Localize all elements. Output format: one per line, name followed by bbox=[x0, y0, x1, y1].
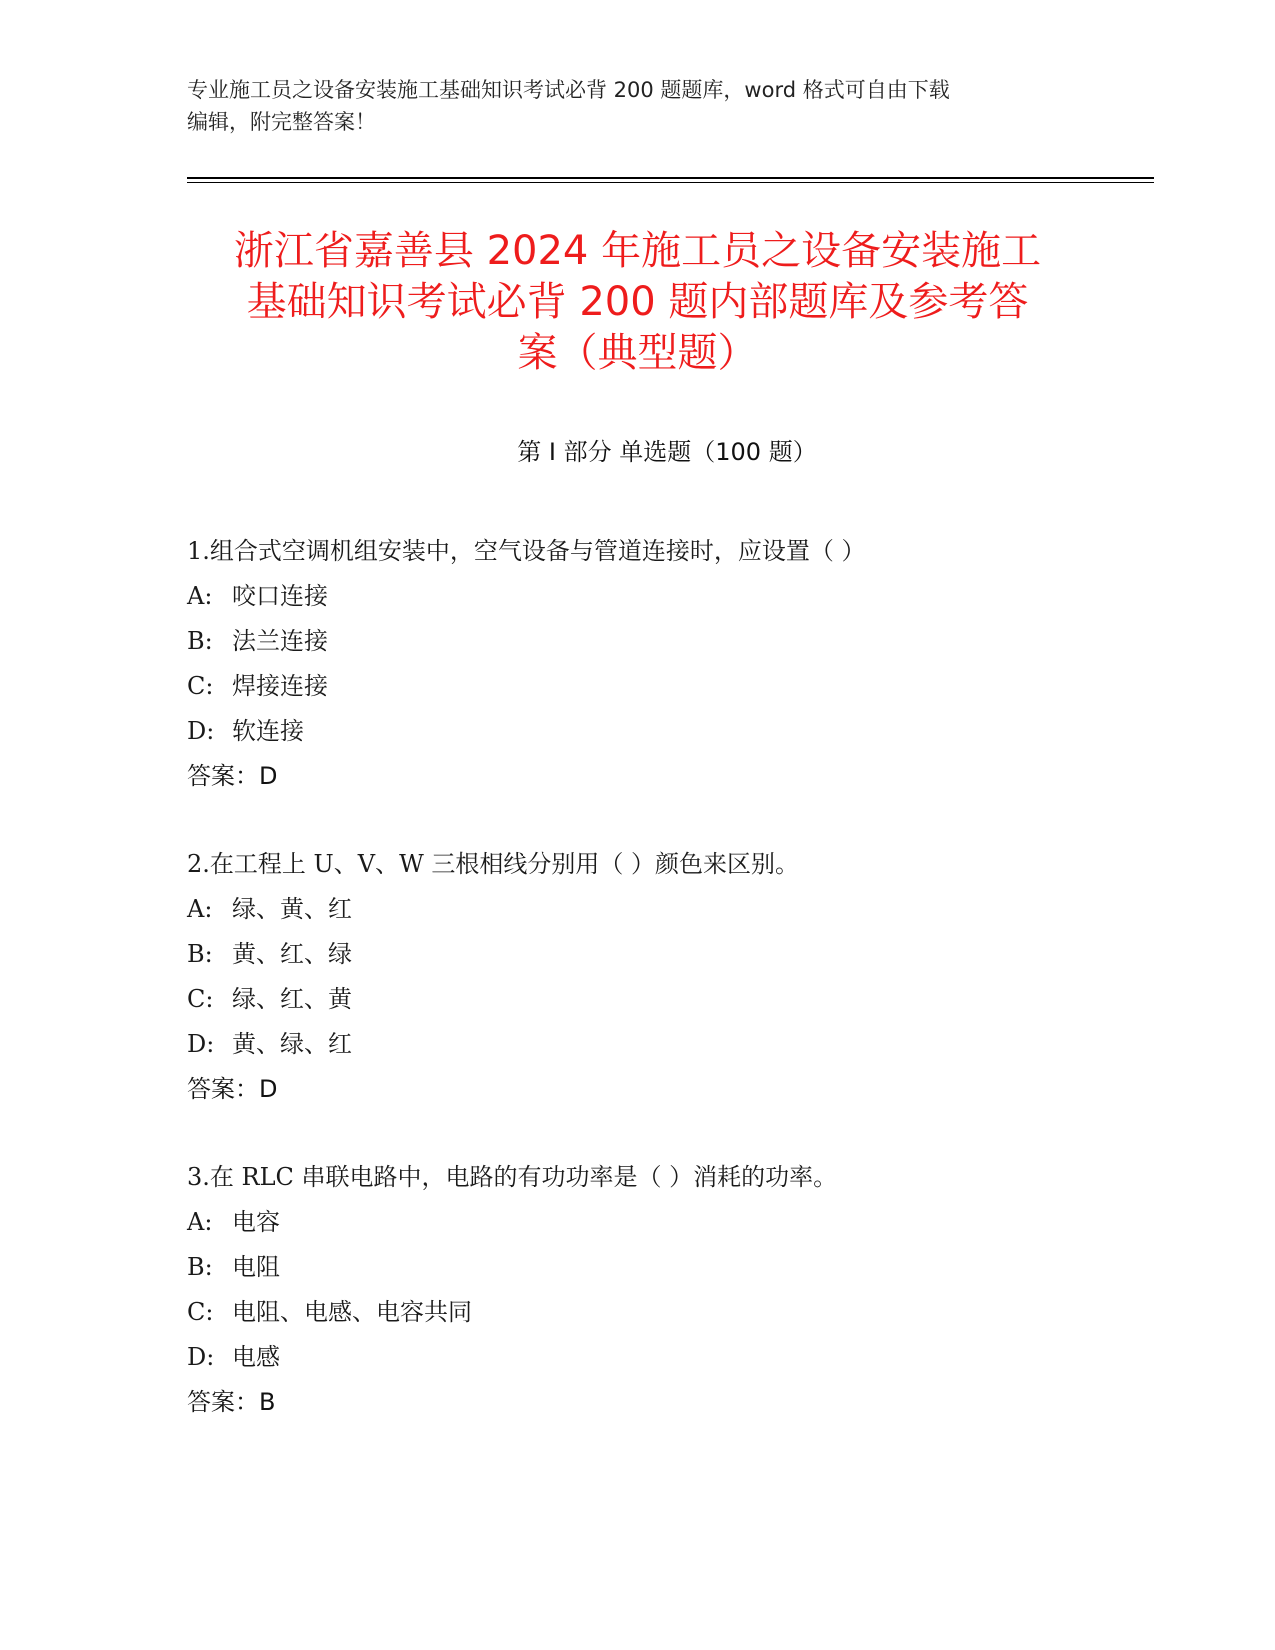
option-key: C: bbox=[187, 1298, 214, 1326]
option-b bbox=[187, 932, 1147, 977]
document-title-line-1: 浙江省嘉善县 2024 年施工员之设备安装施工 bbox=[233, 228, 1042, 274]
section-title: 第 I 部分 单选题（100 题） bbox=[517, 438, 817, 466]
option-text: 黄、红、绿 bbox=[232, 940, 352, 968]
option-text: 电容 bbox=[232, 1208, 280, 1236]
option-c bbox=[187, 977, 1147, 1022]
option-text: 绿、红、黄 bbox=[232, 985, 352, 1013]
option-text: 法兰连接 bbox=[232, 627, 328, 655]
option-b bbox=[187, 619, 1147, 664]
header-note-line-2: 编辑，附完整答案！ bbox=[187, 110, 376, 134]
question-1 bbox=[187, 529, 1147, 799]
question-stem: 1.组合式空调机组安装中，空气设备与管道连接时，应设置（ ） bbox=[187, 537, 866, 565]
option-key: B: bbox=[187, 1253, 213, 1281]
document-title bbox=[160, 226, 1115, 379]
option-text: 黄、绿、红 bbox=[232, 1030, 352, 1058]
option-a bbox=[187, 574, 1147, 619]
header-divider-thick bbox=[187, 177, 1154, 179]
option-b bbox=[187, 1245, 1147, 1290]
option-a bbox=[187, 887, 1147, 932]
header-divider-thin bbox=[187, 182, 1154, 183]
option-key: C: bbox=[187, 985, 214, 1013]
document-title-line-2: 基础知识考试必背 200 题内部题库及参考答 bbox=[246, 279, 1029, 325]
option-c bbox=[187, 1290, 1147, 1335]
option-text: 咬口连接 bbox=[232, 582, 328, 610]
option-key: D: bbox=[187, 717, 215, 745]
answer-line: 答案：D bbox=[187, 1075, 278, 1103]
option-key: D: bbox=[187, 1030, 215, 1058]
question-2 bbox=[187, 842, 1147, 1112]
question-stem: 2.在工程上 U、V、W 三根相线分别用（ ）颜色来区别。 bbox=[187, 850, 800, 878]
option-key: B: bbox=[187, 627, 213, 655]
option-text: 焊接连接 bbox=[232, 672, 328, 700]
option-key: D: bbox=[187, 1343, 215, 1371]
option-text: 绿、黄、红 bbox=[232, 895, 352, 923]
option-key: A: bbox=[187, 582, 213, 610]
document-title-line-3: 案（典型题） bbox=[517, 330, 758, 376]
option-text: 软连接 bbox=[232, 717, 304, 745]
option-key: A: bbox=[187, 895, 213, 923]
option-d bbox=[187, 709, 1147, 754]
question-stem: 3.在 RLC 串联电路中，电路的有功功率是（ ）消耗的功率。 bbox=[187, 1163, 838, 1191]
option-text: 电感 bbox=[232, 1343, 280, 1371]
option-d bbox=[187, 1022, 1147, 1067]
option-c bbox=[187, 664, 1147, 709]
header-note-line-1: 专业施工员之设备安装施工基础知识考试必背 200 题题库，word 格式可自由下载 bbox=[187, 78, 950, 102]
option-text: 电阻、电感、电容共同 bbox=[232, 1298, 472, 1326]
answer-line: 答案：B bbox=[187, 1388, 276, 1416]
header-note bbox=[187, 74, 1087, 138]
option-d bbox=[187, 1335, 1147, 1380]
question-list bbox=[187, 529, 1147, 1468]
option-text: 电阻 bbox=[232, 1253, 280, 1281]
option-key: B: bbox=[187, 940, 213, 968]
option-key: C: bbox=[187, 672, 214, 700]
question-3 bbox=[187, 1155, 1147, 1425]
answer-line: 答案：D bbox=[187, 762, 278, 790]
option-a bbox=[187, 1200, 1147, 1245]
option-key: A: bbox=[187, 1208, 213, 1236]
